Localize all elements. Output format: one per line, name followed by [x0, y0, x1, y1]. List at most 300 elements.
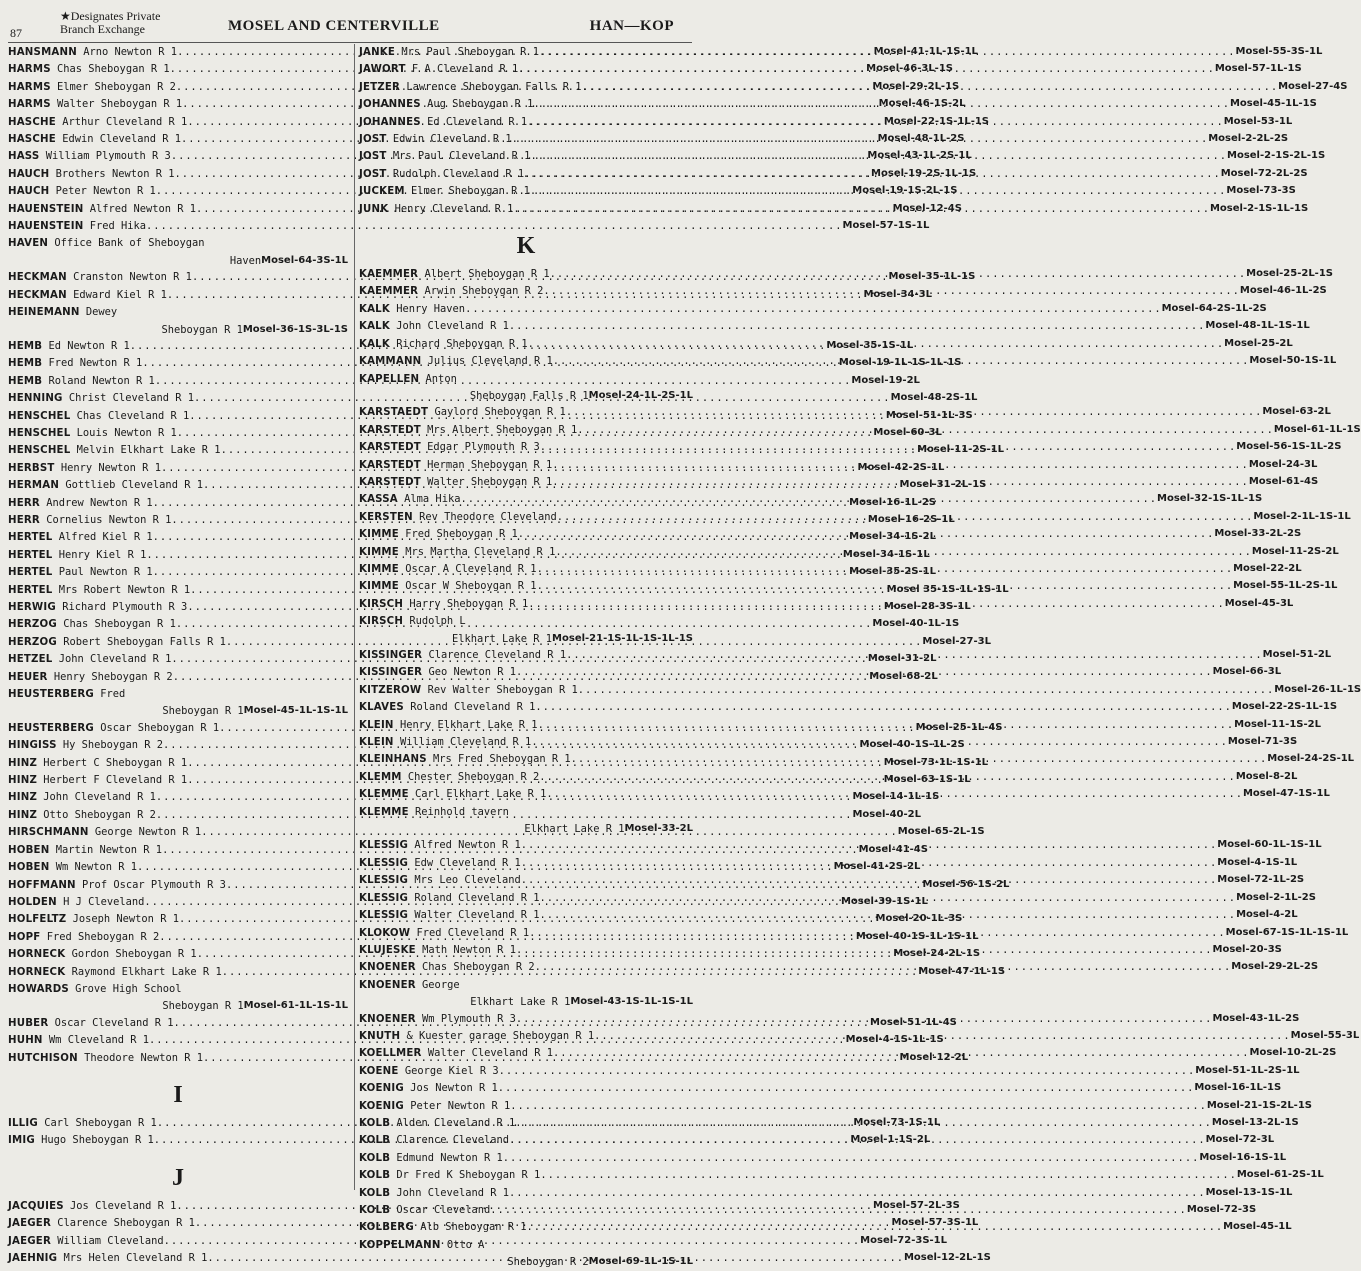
listing-entry [359, 699, 1338, 716]
listing-name: KOLB [359, 1152, 391, 1164]
listing-text [359, 353, 553, 370]
listing-name: HUBER [8, 1017, 49, 1029]
leader-dots [540, 890, 1237, 907]
leader-dots [553, 1045, 1250, 1062]
listing-name: HEMB [8, 340, 43, 352]
listing-number: Mosel-21-1S-2L-1S [1206, 1099, 1312, 1111]
listing-number: Mosel-35-2S-1L [849, 566, 936, 578]
name-range: HAN—KOP [589, 18, 674, 34]
listing-name: HENSCHEL [8, 410, 71, 422]
listing-detail: Anton [425, 372, 457, 385]
listing-name: JOST [359, 168, 387, 180]
leader-dots [537, 561, 1234, 578]
listing-name: KNOENER [359, 1013, 416, 1025]
listing-continuation [359, 388, 693, 404]
listing-entry [359, 318, 1310, 335]
leader-dots [521, 872, 1218, 889]
listing-text [8, 131, 181, 148]
leader-dots [538, 717, 1235, 734]
listing-text [359, 664, 516, 681]
leader-dots [540, 907, 1237, 924]
listing-name: KLESSIG [359, 857, 409, 869]
listing-name: HUTCHISON [8, 1052, 78, 1064]
listing-name: KOLBERG [359, 1222, 414, 1234]
listing-name: KARSTEDT [359, 476, 421, 488]
listing-number: Mosel-51-1L-2S-1L [1195, 1064, 1300, 1076]
listing-number: Mosel-34-3L [863, 288, 932, 300]
listing-detail: Albert Sheboygan R 1 [424, 268, 550, 281]
listing-detail: Wm Cleveland R 1 [48, 1034, 150, 1047]
listing-text [8, 1215, 195, 1232]
listing-text [359, 925, 529, 942]
listing-text [8, 529, 153, 546]
listing-locality: Elkhart Lake R 1 [451, 632, 553, 645]
listing-text [8, 894, 144, 911]
listing-text [8, 911, 179, 928]
listing-text [8, 599, 187, 616]
listing-detail: Chas Sheboygan R 2 [422, 961, 535, 974]
listing-detail: Mrs Fred Sheboygan R 1 [433, 753, 571, 766]
listing-text [8, 547, 146, 564]
listing-name: JOHANNES [359, 99, 421, 111]
listing-text [8, 114, 187, 131]
leader-dots [521, 837, 1218, 854]
listing-name: KISSINGER [359, 650, 423, 661]
leader-dots [510, 1098, 1207, 1115]
listing-number: Mosel-67-1S-1L-1S-1L [1225, 926, 1349, 938]
listing-number: Mosel-40-2L [852, 808, 921, 820]
listing-detail: Office Bank of Sheboygan [54, 237, 205, 250]
listing-text [8, 477, 203, 494]
listing-text [359, 404, 566, 421]
listing-text [8, 1050, 203, 1067]
listing-name: HEUER [8, 671, 48, 683]
listing-name: KIMME [359, 581, 399, 593]
listing-name: KAPELLEN [359, 373, 420, 385]
listing-detail: Walter Sheboygan R 1 [427, 475, 553, 488]
listing-text [359, 751, 571, 768]
leader-dots [543, 283, 1240, 300]
listing-text [359, 1167, 540, 1184]
listing-text [8, 355, 142, 372]
listing-entry [8, 304, 348, 338]
listing-name: KOENE [359, 1065, 399, 1077]
listing-text [8, 373, 155, 390]
listing-number: Mosel-16-2S-1L [867, 513, 955, 525]
listing-name: HANSMANN [8, 47, 77, 58]
listing-number: Mosel-34-1S-1L [842, 548, 930, 560]
listing-text [8, 408, 189, 425]
listing-name: KARSTEDT [359, 442, 421, 454]
listing-detail: Walter Cleveland R 1 [414, 909, 540, 922]
listing-detail: John Cleveland R 1 [396, 1186, 510, 1199]
listing-name: HERZOG [8, 619, 57, 631]
listing-name: HERBST [8, 462, 55, 474]
listing-number: Mosel-72-2L-2S [1220, 167, 1308, 179]
listing-text [359, 61, 518, 78]
listing-locality: Haven [229, 254, 262, 267]
leader-dots [528, 596, 1225, 613]
listing-name: KARSTAEDT [359, 407, 429, 419]
listing-number: Mosel-39-1S-1L [840, 895, 928, 907]
leader-dots [527, 114, 1224, 131]
listing-line [359, 318, 1310, 335]
listing-number: Mosel-16-1L-1S [1194, 1082, 1282, 1094]
listing-entry [8, 218, 930, 235]
listing-text [359, 283, 543, 300]
listing-number: Mosel-1-1S-2L [850, 1134, 931, 1146]
listing-name: KLEMME [359, 806, 409, 818]
listing-detail: Chas Sheboygan R 1 [63, 618, 176, 631]
listing-text [359, 1115, 515, 1132]
listing-name: KLAVES [359, 702, 404, 714]
listing-number: Mosel-50-1S-1L [1249, 355, 1337, 367]
listing-continuation [359, 1254, 693, 1270]
listing-name: HENSCHEL [8, 427, 71, 439]
listing-number: Mosel-2-2L-2S [1208, 133, 1289, 145]
listing-number: Mosel-25-1L-4S [915, 721, 1003, 733]
listing-text [359, 804, 509, 821]
listing-detail: Carl Elkhart Lake R 1 [415, 788, 547, 801]
pbx-note-line1: ★Designates Private [60, 9, 161, 23]
listing-number: Mosel-60-1L-1S-1L [1217, 839, 1322, 851]
listing-name: KOLB [359, 1205, 391, 1216]
listing-name: HARMS [8, 99, 51, 111]
listing-line [359, 301, 1267, 318]
listing-text [8, 495, 153, 512]
listing-detail: Alfred Newton R 1 [89, 202, 197, 215]
listing-number: Mosel-19-2L [851, 374, 920, 386]
listing-text [8, 859, 137, 876]
listing-detail: Mrs Albert Sheboygan R 1 [427, 423, 578, 436]
listing-line [8, 981, 348, 998]
listing-number: Mosel-29-2L-2S [1231, 961, 1319, 973]
listing-detail: Oscar Sheboygan R 1 [100, 721, 220, 734]
listing-number: Mosel-14-1L-1S [852, 791, 940, 803]
listing-number: Mosel-56-1S-2L [922, 878, 1010, 890]
listing-continuation [8, 322, 348, 338]
listing-number: Mosel-24-3L [1248, 458, 1318, 470]
listing-name: KLEIN [359, 719, 394, 731]
listing-line [359, 682, 1361, 699]
listing-text [359, 439, 540, 456]
listing-number: Mosel-35-1S-1L [826, 339, 914, 351]
listing-number: Mosel-61-2S-1L [1236, 1169, 1324, 1181]
listing-text [8, 79, 176, 96]
listing-name: KIMME [359, 546, 399, 558]
listing-name: HOFFMANN [8, 879, 76, 891]
listing-text [359, 907, 540, 924]
listing-number: Mosel-13-2L-1S [1211, 1116, 1299, 1128]
listing-line [359, 1098, 1312, 1115]
listing-number: Mosel-12-4S [892, 202, 962, 214]
listing-text [359, 872, 521, 889]
listing-detail: Geo Newton R 1 [428, 666, 517, 679]
listing-number: Mosel-41-2S-2L [833, 861, 921, 873]
leader-dots [530, 148, 1227, 165]
listing-name: KOENIG [359, 1100, 404, 1112]
listing-name: KOENIG [359, 1083, 404, 1095]
listing-columns [8, 44, 1361, 1269]
listing-text [359, 1080, 498, 1097]
listing-number: Mosel-47-1S-1L [1242, 788, 1330, 800]
pbx-note-line2: Branch Exchange [60, 22, 145, 36]
listing-number: Mosel-16-1S-1L [1199, 1151, 1287, 1163]
listing-number: Mosel-2-1S-2L-1S [1227, 150, 1326, 162]
listing-number: Mosel-36-1S-3L-1S [242, 323, 348, 335]
page-title: MOSEL AND CENTERVILLE [228, 18, 440, 34]
listing-detail: Arno Newton R 1 [83, 46, 178, 58]
listing-text [8, 824, 201, 841]
leader-dots [550, 266, 1247, 283]
listing-detail: Edw Cleveland R 1 [414, 856, 521, 869]
listing-detail: Julius Cleveland R 1 [427, 355, 553, 368]
listing-text [359, 977, 460, 994]
listing-detail: Henry Haven [396, 302, 466, 315]
listing-number: Mosel-20-3S [1212, 943, 1282, 955]
section-letter: K [516, 233, 536, 260]
listing-number: Mosel-27-3L [922, 635, 991, 647]
listing-text [8, 1015, 174, 1032]
listing-detail: F A Cleveland R 1 [411, 63, 519, 76]
listing-continuation [8, 998, 348, 1014]
listing-name: JUNK [359, 203, 389, 215]
listing-name: KLESSIG [359, 875, 409, 887]
listing-text [359, 942, 516, 959]
listing-text [8, 218, 146, 235]
listing-detail: Mrs Leo Cleveland [414, 874, 521, 887]
listing-detail: Brothers Newton R 1 [55, 167, 175, 180]
listing-detail: Edmund Newton R 1 [396, 1151, 503, 1164]
listing-number: Mosel-48-1L-1S-1L [1205, 320, 1310, 332]
listing-text [8, 686, 125, 703]
listing-text [359, 1185, 509, 1202]
listing-text [8, 460, 161, 477]
leader-dots [555, 544, 1252, 561]
listing-name: KOLB [359, 1117, 391, 1129]
listing-number: Mosel-46-1S-2L [878, 98, 966, 110]
listing-text [359, 544, 555, 561]
listing-number: Mosel-57-1S-1L [842, 220, 930, 232]
listing-text [8, 772, 187, 789]
listing-number: Mosel-22-1S-1L-1S [883, 115, 990, 127]
listing-name: KALK [359, 303, 390, 315]
listing-detail: Richard Sheboygan R 1 [396, 337, 528, 350]
listing-detail: Oscar A Cleveland R 1 [405, 562, 537, 575]
leader-dots [552, 474, 1249, 491]
listing-text [359, 1063, 499, 1080]
listing-continuation [8, 703, 348, 719]
listing-line [359, 1063, 1300, 1080]
listing-number: Mosel-73-1L-1S-1L [883, 756, 989, 768]
listing-detail: Mrs Helen Cleveland R 1 [63, 1252, 208, 1264]
listing-detail: Herbert F Cleveland R 1 [43, 774, 188, 787]
listing-number: Mosel-12-2L [899, 1051, 969, 1063]
listing-line [359, 1150, 1287, 1167]
listing-number: Mosel-51-2L [1262, 649, 1332, 660]
listing-detail: Aug Sheboygan R 1 [427, 98, 534, 111]
listing-name: JAEGER [8, 1218, 51, 1230]
leader-dots [527, 1219, 1224, 1236]
section-letter: J [172, 1164, 184, 1191]
listing-name: HINGISS [8, 740, 57, 752]
listing-number: Mosel-72-3S [1186, 1204, 1257, 1215]
listing-detail: Alb Sheboygan R 1 [420, 1221, 527, 1234]
leader-dots [577, 422, 1274, 439]
listing-detail: Roland Cleveland R 1 [414, 891, 540, 904]
leader-dots [513, 201, 1210, 218]
leader-dots [516, 942, 1213, 959]
listing-text [8, 669, 173, 686]
listing-name: KLEMME [359, 789, 409, 801]
listing-line [359, 371, 693, 388]
listing-number: Mosel-45-1L-1S [1229, 98, 1317, 110]
listing-number: Mosel-8-2L [1235, 770, 1298, 782]
listing-text [359, 1028, 594, 1045]
listing-detail: John Cleveland R 1 [396, 320, 509, 333]
listing-detail: Andrew Newton R 1 [46, 496, 153, 509]
listing-number: Mosel-24-2S-1L [1267, 753, 1355, 765]
listing-number: Mosel-43-1L-2S [1212, 1012, 1300, 1024]
listing-name: KNOENER [359, 979, 416, 991]
listing-name: KIRSCH [359, 598, 404, 610]
listing-name: HIRSCHMANN [8, 827, 89, 839]
listing-number: Mosel-2-1L-1S-1L [1253, 510, 1351, 522]
listing-text [359, 1098, 510, 1115]
listing-text [359, 1011, 516, 1028]
listing-continuation [359, 821, 693, 837]
listing-locality: Elkhart Lake R 1 [524, 823, 625, 836]
listing-name: HEMB [8, 375, 43, 387]
listing-detail: Henry Elkhart Lake R 1 [399, 718, 538, 731]
listing-detail: Christ Cleveland R 1 [68, 392, 195, 405]
listing-name: IMIG [8, 1135, 35, 1147]
listing-entry [8, 981, 348, 1015]
listing-number: Mosel-64-3S-1L [261, 254, 348, 266]
listing-name: HOBEN [8, 844, 50, 856]
listing-number: Mosel-4-1S-1L-1S [845, 1034, 944, 1046]
listing-name: HARMS [8, 81, 51, 93]
listing-detail: Arthur Cleveland R 1 [62, 115, 188, 128]
page-number: 87 [10, 26, 22, 40]
listing-detail: Theodore Newton R 1 [84, 1051, 203, 1064]
listing-text [359, 474, 552, 491]
listing-number: Mosel-11-2S-2L [1251, 545, 1339, 557]
listing-number: Mosel-24-1L-2S-1L [588, 389, 693, 401]
listing-name: HORNECK [8, 966, 66, 978]
listing-detail: Robert Sheboygan Falls R 1 [63, 635, 226, 648]
listing-text [8, 201, 196, 218]
listing-name: KLEINHANS [359, 754, 427, 766]
leader-dots [509, 318, 1206, 335]
listing-number: Mosel-11-2S-1L [917, 444, 1004, 456]
listing-name: HINZ [8, 775, 38, 787]
listing-entry [359, 977, 693, 1011]
leader-dots [509, 1132, 1206, 1149]
listing-name: HAUCH [8, 168, 50, 180]
listing-text [359, 647, 566, 664]
listing-text [8, 235, 205, 252]
listing-detail: Hugo Sheboygan R 1 [41, 1134, 154, 1147]
listing-detail: Carl Sheboygan R 1 [44, 1116, 157, 1129]
listing-name: JAWORT [359, 64, 406, 76]
listing-detail: Math Newton R 1 [422, 943, 516, 956]
listing-detail: Gordon Sheboygan R 1 [71, 948, 197, 961]
listing-detail: Mrs Paul Cleveland R 1 [392, 150, 531, 163]
listing-detail: Martin Newton R 1 [55, 843, 163, 856]
listing-detail: Richard Plymouth R 3 [62, 601, 188, 613]
listing-text [8, 651, 171, 668]
listing-line [359, 1080, 1282, 1097]
listing-text [359, 837, 521, 854]
listing-number: Mosel-55-1L-2S-1L [1233, 580, 1338, 592]
listing-number: Mosel-46-3L-1S [866, 63, 953, 75]
listing-text [359, 1237, 484, 1254]
listing-number: Mosel-72-3S-1L [860, 1234, 948, 1246]
listing-name: HAUENSTEIN [8, 203, 84, 215]
listing-name: KARSTEDT [359, 459, 421, 471]
listing-line [8, 218, 930, 235]
leader-dots [539, 769, 1236, 786]
leader-dots [566, 404, 1263, 421]
listing-text [359, 1202, 490, 1219]
listing-name: HEUSTERBERG [8, 722, 94, 734]
listing-text [359, 266, 550, 283]
listing-text [8, 44, 177, 61]
listing-name: HAUENSTEIN [8, 221, 84, 233]
listing-name: HECKMAN [8, 272, 67, 284]
listing-detail: Prof Oscar Plymouth R 3 [82, 878, 226, 891]
listing-detail: Paul Newton R 1 [58, 566, 153, 579]
leader-dots [533, 96, 1230, 113]
listing-detail: Jos Cleveland R 1 [70, 1199, 177, 1212]
listing-number: Mosel-73-1S-1L [853, 1116, 941, 1128]
listing-detail: Elmer Sheboygan R 1 [411, 185, 530, 198]
listing-name: KOLB [359, 1135, 391, 1147]
listing-number: Mosel-33-2L-2S [1214, 528, 1302, 540]
leader-dots [529, 925, 1226, 942]
listing-number: Mosel-69-1L-1S-1L [588, 1256, 693, 1268]
leader-dots [535, 959, 1232, 976]
listing-detail: Louis Newton R 1 [76, 426, 177, 439]
listing-detail: Lawrence Sheboygan Falls R 1 [406, 80, 582, 93]
leader-dots [460, 491, 1157, 508]
listing-number: Mosel-22-2S-1L-1S [1231, 701, 1338, 713]
listing-detail: Wm Plymouth R 3 [422, 1012, 516, 1025]
listing-line [359, 1185, 1293, 1202]
listing-number: Mosel-51-1L-4S [870, 1016, 957, 1028]
listing-number: Mosel-4-1S-1L [1217, 856, 1298, 868]
listing-number: Mosel 35-1S-1L-1S-1L [886, 583, 1009, 595]
listing-number: Mosel-55-3L [1290, 1029, 1360, 1041]
listing-number: Mosel-33-2L [624, 823, 693, 835]
listing-entry [359, 371, 693, 405]
listing-name: JANKE [359, 47, 396, 58]
listing-name: JAEGER [8, 1235, 51, 1247]
listing-name: HERR [8, 497, 40, 509]
listing-detail: Chester Sheboygan R 2 [407, 770, 540, 783]
listing-detail: Grove High School [75, 982, 182, 995]
listing-text [359, 491, 460, 508]
listing-text [359, 166, 524, 183]
listing-detail: Rev Theodore Cleveland [419, 510, 557, 523]
listing-name: KLESSIG [359, 840, 409, 852]
listing-text [359, 959, 535, 976]
listing-text [359, 457, 552, 474]
leader-dots [566, 647, 1263, 664]
listing-number: Mosel-57-2L-3S [872, 1199, 960, 1211]
listing-number: Mosel-51-1L-3S [885, 409, 973, 421]
